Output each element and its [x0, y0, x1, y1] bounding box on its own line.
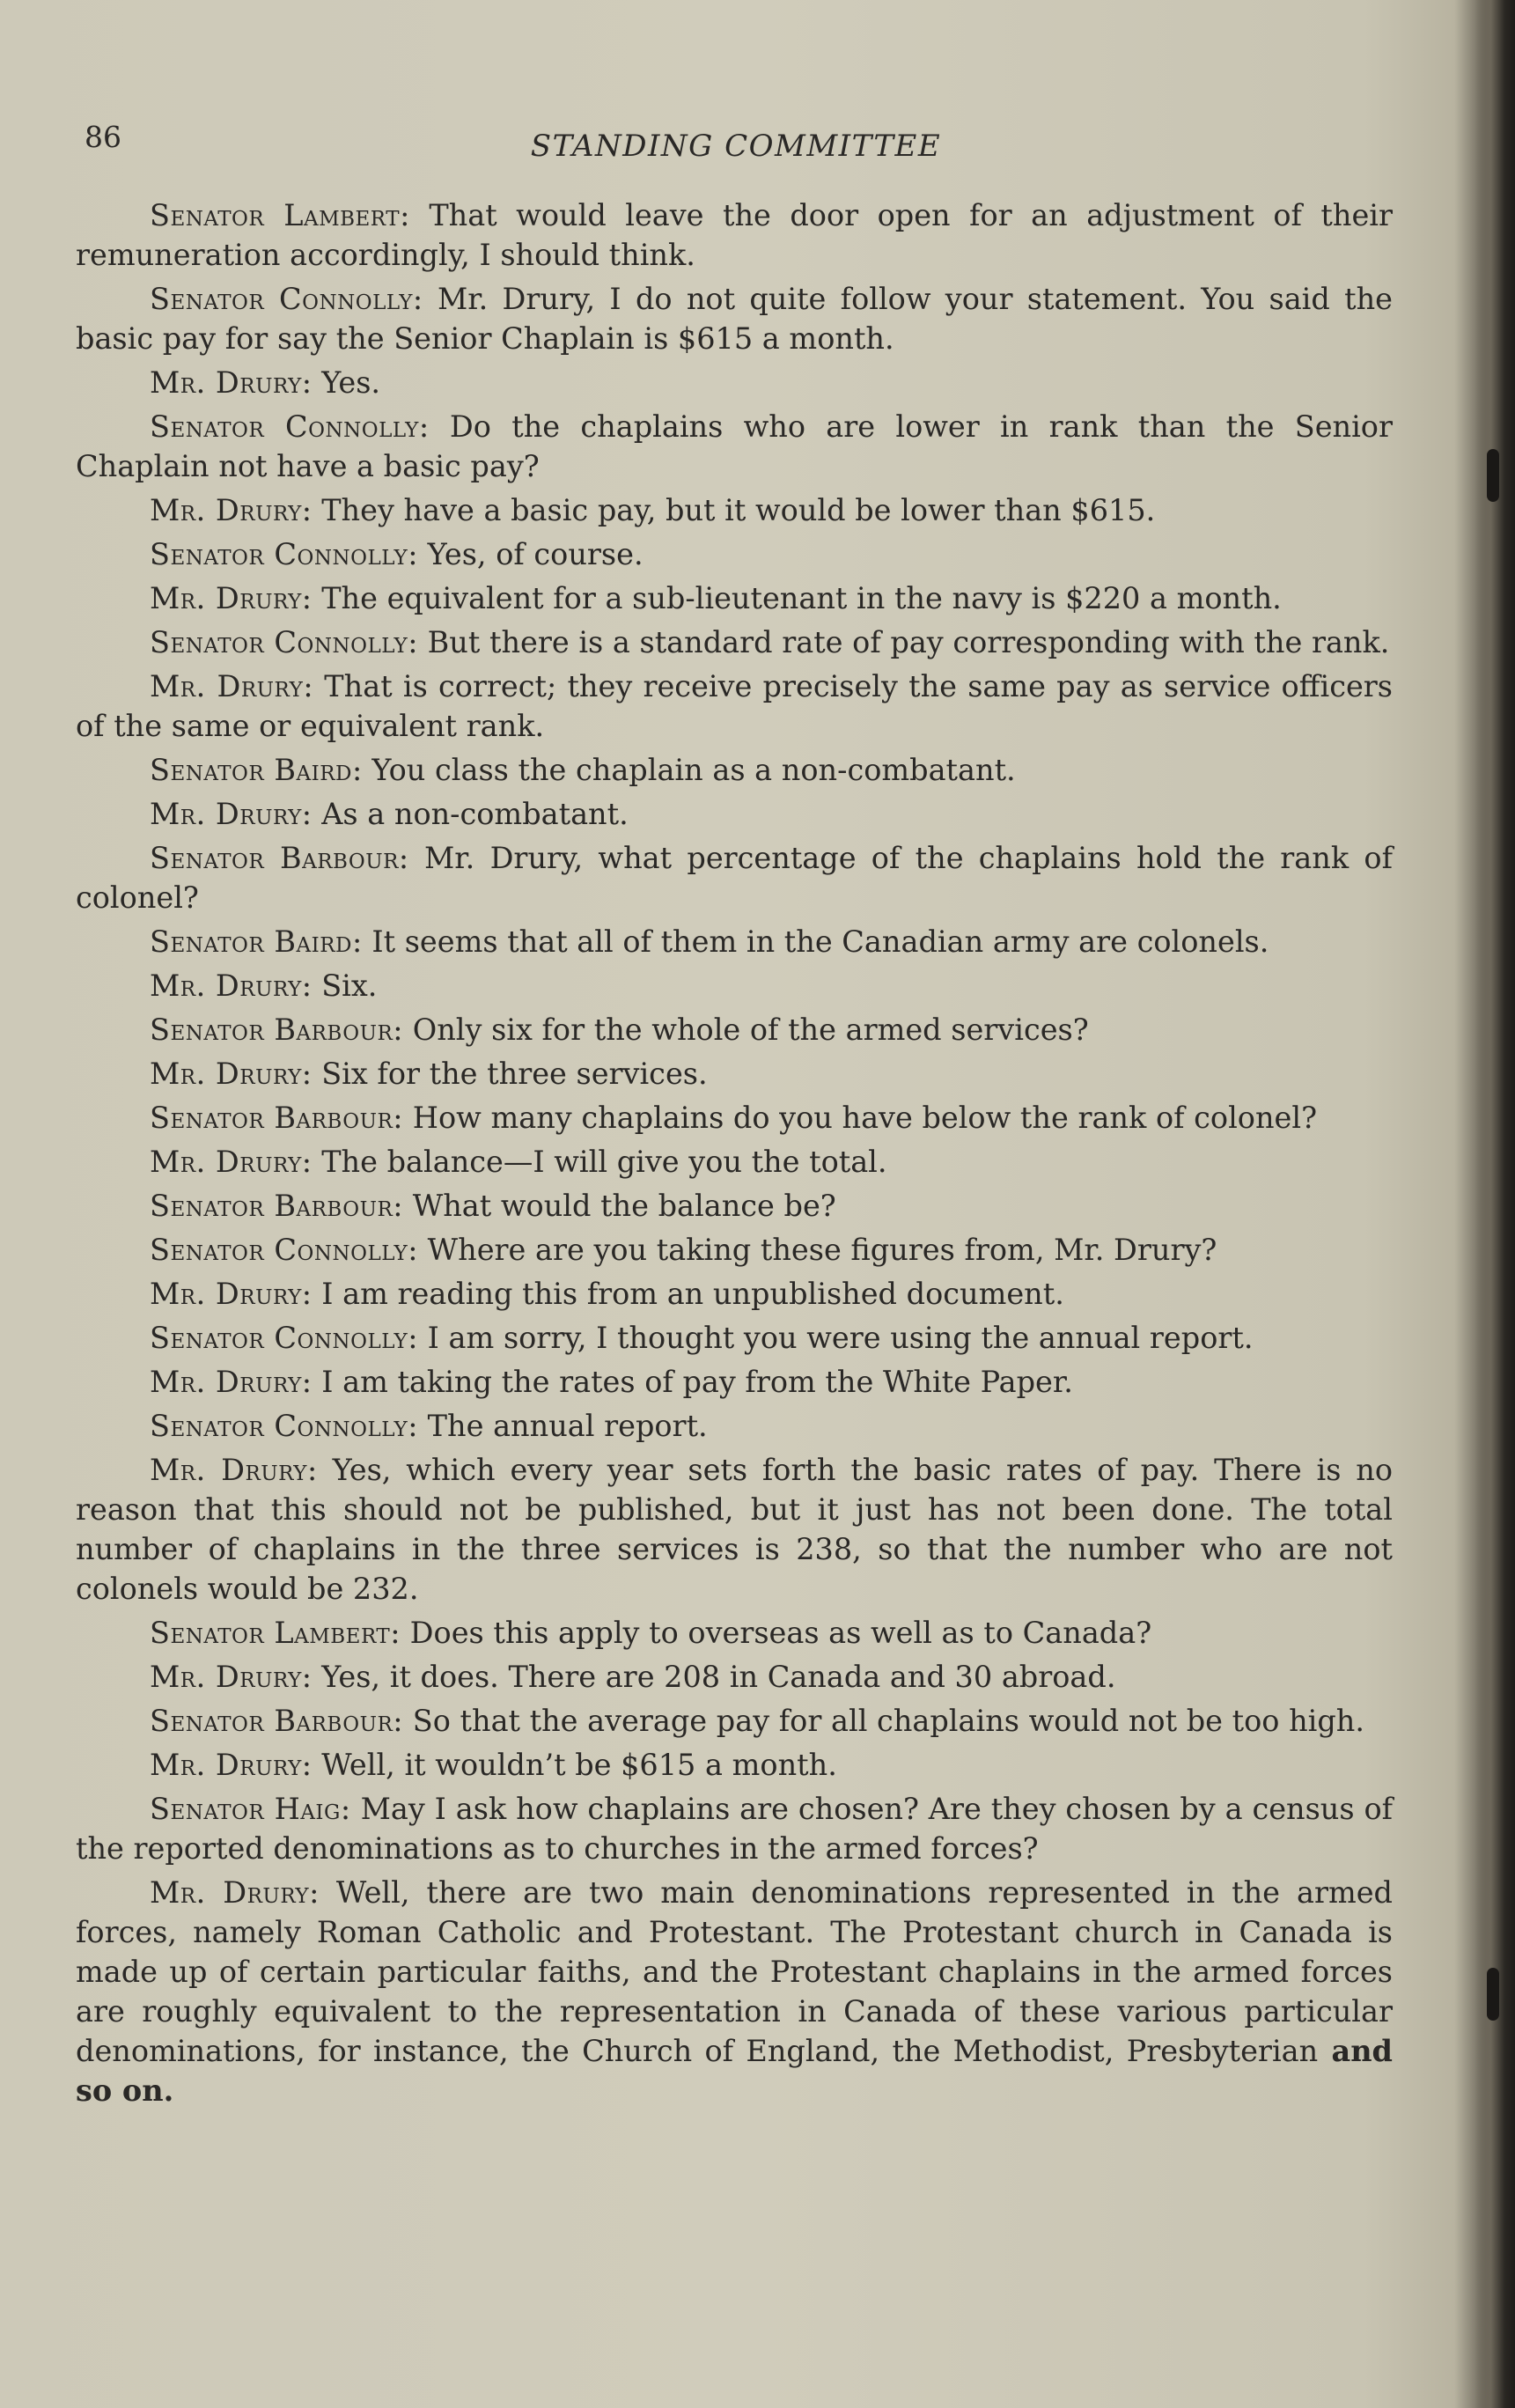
speech-text: How many chaplains do you have below the rank of colonel?	[403, 1101, 1318, 1135]
speech-text: I am sorry, I thought you were using the annual report.	[418, 1321, 1254, 1355]
page-number: 86	[85, 120, 121, 154]
transcript-paragraph	[76, 1657, 1393, 1697]
speech-text: Do the chaplains who are lower in rank than the Senior Chaplain not have a basic pay?	[76, 409, 1393, 483]
speaker-name: Senator Connolly:	[150, 1233, 419, 1267]
transcript-paragraph	[76, 1274, 1393, 1314]
transcript-paragraph	[76, 838, 1393, 917]
speech-text: That is correct; they receive precisely the same pay as service officers of the same or equivalent rank.	[76, 669, 1393, 743]
speech-text: I am reading this from an unpublished document.	[312, 1277, 1064, 1311]
speech-text: Well, there are two main denominations represented in the armed forces, namely Roman Catholic and Protestant. The Protestant church in Canada is made up of certain particular faiths, and the Protestant chaplains in the armed forces are roughly equivalent to the representation in Canada of these various particular denominations, for instance, the Church of England, the Methodist, Presbyterian	[76, 1875, 1393, 2068]
transcript-paragraph	[76, 1186, 1393, 1226]
speaker-name: Senator Haig:	[150, 1792, 351, 1826]
speech-text: So that the average pay for all chaplains would not be too high.	[403, 1704, 1365, 1738]
speaker-name: Mr. Drury:	[150, 1057, 313, 1091]
transcript-paragraph	[76, 1745, 1393, 1785]
speaker-name: Mr. Drury:	[150, 493, 313, 527]
transcript-paragraph	[76, 794, 1393, 834]
speech-text: Six for the three services.	[312, 1057, 708, 1091]
transcript-paragraph	[76, 1318, 1393, 1358]
transcript-paragraph	[76, 578, 1393, 618]
transcript-body	[76, 195, 1393, 2115]
speaker-name: Senator Lambert:	[150, 198, 410, 232]
speech-text: Yes.	[312, 365, 381, 400]
speaker-name: Senator Barbour:	[150, 1101, 404, 1135]
speaker-name: Mr. Drury:	[150, 1277, 313, 1311]
speech-text: As a non-combatant.	[312, 797, 629, 831]
page-header	[85, 120, 1387, 173]
speaker-name: Mr. Drury:	[150, 1145, 313, 1179]
transcript-paragraph	[76, 195, 1393, 275]
speaker-name: Senator Connolly:	[150, 537, 419, 571]
speaker-name: Mr. Drury:	[150, 669, 314, 703]
speaker-name: Senator Connolly:	[150, 409, 430, 444]
transcript-paragraph	[76, 622, 1393, 662]
transcript-paragraph	[76, 1230, 1393, 1270]
speaker-name: Mr. Drury:	[150, 1875, 320, 1910]
binding-mark	[1487, 449, 1499, 502]
speaker-name: Senator Baird:	[150, 924, 363, 959]
speech-text: Mr. Drury, what percentage of the chaplains hold the rank of colonel?	[76, 841, 1393, 915]
speech-text: The equivalent for a sub-lieutenant in the navy is $220 a month.	[312, 581, 1282, 615]
speech-text: It seems that all of them in the Canadian army are colonels.	[362, 924, 1269, 959]
transcript-paragraph	[76, 363, 1393, 402]
speech-text: They have a basic pay, but it would be lower than $615.	[312, 493, 1156, 527]
speaker-name: Senator Connolly:	[150, 282, 423, 316]
speaker-name: Senator Baird:	[150, 753, 363, 787]
transcript-paragraph	[76, 1010, 1393, 1049]
speaker-name: Senator Barbour:	[150, 1189, 404, 1223]
transcript-paragraph	[76, 1098, 1393, 1138]
transcript-paragraph	[76, 1873, 1393, 2110]
transcript-paragraph	[76, 1362, 1393, 1402]
speech-text: The balance—I will give you the total.	[312, 1145, 887, 1179]
transcript-paragraph	[76, 966, 1393, 1005]
speech-text: Where are you taking these figures from, Mr. Drury?	[418, 1233, 1217, 1267]
speech-text: What would the balance be?	[403, 1189, 836, 1223]
transcript-paragraph	[76, 666, 1393, 746]
speaker-name: Senator Connolly:	[150, 1321, 419, 1355]
speech-text: But there is a standard rate of pay corresponding with the rank.	[418, 625, 1390, 659]
speech-text: You class the chaplain as a non-combatant.	[362, 753, 1016, 787]
speech-text: That would leave the door open for an adjustment of their remuneration accordingly, I should think.	[76, 198, 1393, 272]
transcript-paragraph	[76, 1701, 1393, 1741]
speech-text: I am taking the rates of pay from the White Paper.	[312, 1365, 1073, 1399]
speaker-name: Mr. Drury:	[150, 1453, 318, 1487]
speaker-name: Mr. Drury:	[150, 968, 313, 1003]
speaker-name: Senator Lambert:	[150, 1616, 401, 1650]
transcript-paragraph	[76, 922, 1393, 961]
transcript-paragraph	[76, 750, 1393, 790]
transcript-paragraph	[76, 407, 1393, 486]
speech-text: Yes, it does. There are 208 in Canada and 30 abroad.	[312, 1660, 1116, 1694]
transcript-paragraph	[76, 1054, 1393, 1094]
speaker-name: Senator Barbour:	[150, 1704, 404, 1738]
speech-text-bold: and so on.	[76, 2034, 1393, 2108]
speaker-name: Senator Barbour:	[150, 841, 409, 875]
transcript-paragraph	[76, 279, 1393, 358]
transcript-paragraph	[76, 1613, 1393, 1653]
speech-text: Yes, of course.	[418, 537, 644, 571]
transcript-paragraph	[76, 1406, 1393, 1446]
transcript-paragraph	[76, 1142, 1393, 1182]
speech-text: May I ask how chaplains are chosen? Are they chosen by a census of the reported denominations as to churches in the armed forces?	[76, 1792, 1394, 1866]
transcript-paragraph	[76, 534, 1393, 574]
speaker-name: Mr. Drury:	[150, 1748, 313, 1782]
speaker-name: Senator Connolly:	[150, 625, 419, 659]
speaker-name: Mr. Drury:	[150, 797, 313, 831]
speech-text: Mr. Drury, I do not quite follow your statement. You said the basic pay for say the Senior Chaplain is $615 a month.	[76, 282, 1393, 356]
speech-text: Does this apply to overseas as well as to Canada?	[401, 1616, 1152, 1650]
speech-text: Six.	[312, 968, 378, 1003]
speaker-name: Senator Barbour:	[150, 1013, 404, 1047]
speaker-name: Senator Connolly:	[150, 1409, 419, 1443]
speech-text: Well, it wouldn’t be $615 a month.	[312, 1748, 837, 1782]
transcript-paragraph	[76, 490, 1393, 530]
speaker-name: Mr. Drury:	[150, 365, 313, 400]
speech-text: Only six for the whole of the armed services?	[403, 1013, 1089, 1047]
running-title: STANDING COMMITTEE	[530, 129, 942, 164]
binding-mark	[1487, 1968, 1499, 2021]
speaker-name: Mr. Drury:	[150, 1660, 313, 1694]
transcript-paragraph	[76, 1450, 1393, 1609]
speech-text: Yes, which every year sets forth the basic rates of pay. There is no reason that this should not be published, but it just has not been done. The total number of chaplains in the three services is 238, so that the number who are not colonels would be 232.	[76, 1453, 1393, 1606]
speaker-name: Mr. Drury:	[150, 581, 313, 615]
transcript-paragraph	[76, 1789, 1393, 1868]
speech-text: The annual report.	[418, 1409, 708, 1443]
speaker-name: Mr. Drury:	[150, 1365, 313, 1399]
book-binding-edge	[1475, 0, 1515, 2408]
